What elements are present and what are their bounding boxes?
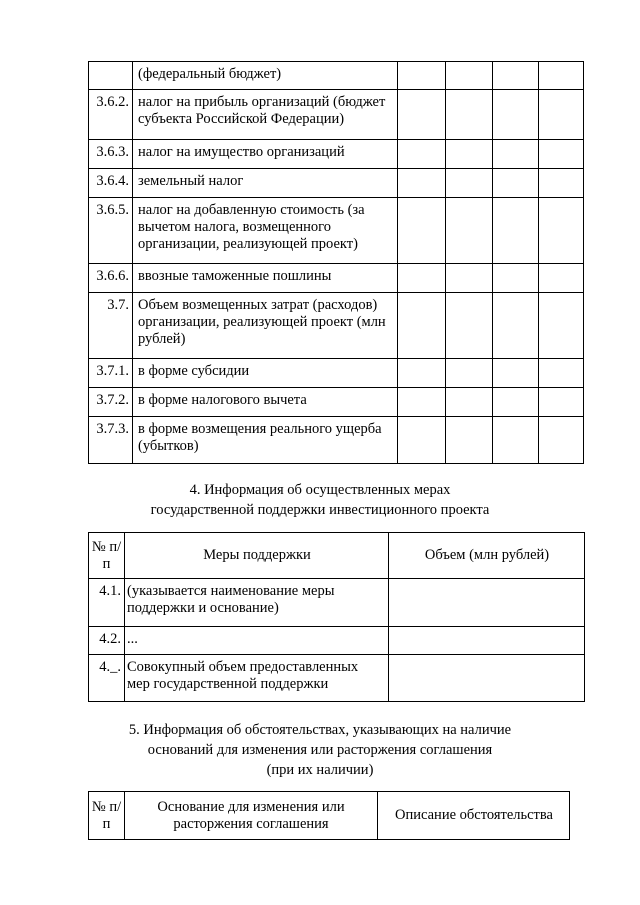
termination-grounds-table <box>88 791 570 840</box>
value-cell <box>389 655 585 702</box>
row-label: ... <box>125 627 389 655</box>
value-cell <box>446 90 493 140</box>
value-cell <box>493 359 539 388</box>
value-cell <box>493 264 539 293</box>
investment-indicators-table <box>88 61 584 464</box>
value-cell <box>398 62 446 90</box>
table-row <box>89 169 584 198</box>
value-cell <box>398 90 446 140</box>
row-label: земельный налог <box>133 169 398 198</box>
value-cell <box>398 140 446 169</box>
table-row <box>89 62 584 90</box>
row-number: 4._. <box>89 655 125 702</box>
section-5-title-line-3: (при их наличии) <box>266 762 374 778</box>
row-label: в форме субсидии <box>133 359 398 388</box>
row-label: в форме возмещения реального ущерба (убытков) <box>133 417 398 464</box>
table-row <box>89 388 584 417</box>
row-label: (указывается наименование меры поддержки и основание) <box>125 579 389 627</box>
value-cell <box>398 359 446 388</box>
table-row <box>89 655 585 702</box>
section-4-title <box>0 480 640 520</box>
value-cell <box>539 293 584 359</box>
row-label: (федеральный бюджет) <box>133 62 398 90</box>
value-cell <box>539 198 584 264</box>
value-cell <box>493 417 539 464</box>
value-cell <box>398 293 446 359</box>
value-cell <box>539 417 584 464</box>
row-label: в форме налогового вычета <box>133 388 398 417</box>
table-row <box>89 264 584 293</box>
value-cell <box>446 293 493 359</box>
section-5-title-line-2: оснований для изменения или расторжения соглашения <box>147 742 493 758</box>
value-cell <box>539 388 584 417</box>
value-cell <box>446 388 493 417</box>
row-number <box>89 62 133 90</box>
value-cell <box>446 198 493 264</box>
section-4-title-line-1: 4. Информация об осуществленных мерах <box>189 482 451 498</box>
column-header-description: Описание обстоятельства <box>378 792 570 840</box>
column-header-number: № п/п <box>89 792 125 840</box>
value-cell <box>446 169 493 198</box>
value-cell <box>539 264 584 293</box>
value-cell <box>539 359 584 388</box>
row-number: 3.7.2. <box>89 388 133 417</box>
table-header-row <box>89 533 585 579</box>
row-label: ввозные таможенные пошлины <box>133 264 398 293</box>
section-5-title <box>0 720 640 780</box>
value-cell <box>539 169 584 198</box>
row-number: 4.2. <box>89 627 125 655</box>
row-number: 3.6.2. <box>89 90 133 140</box>
row-label: налог на добавленную стоимость (за вычетом налога, возмещенного организации, реализующей проект) <box>133 198 398 264</box>
row-number: 3.7.3. <box>89 417 133 464</box>
row-label: налог на имущество организаций <box>133 140 398 169</box>
table-row <box>89 198 584 264</box>
column-header-measures: Меры поддержки <box>125 533 389 579</box>
column-header-number: № п/п <box>89 533 125 579</box>
row-number: 3.6.5. <box>89 198 133 264</box>
value-cell <box>398 169 446 198</box>
value-cell <box>493 140 539 169</box>
table-row <box>89 359 584 388</box>
value-cell <box>389 627 585 655</box>
row-number: 3.7. <box>89 293 133 359</box>
value-cell <box>493 388 539 417</box>
row-number: 4.1. <box>89 579 125 627</box>
value-cell <box>539 140 584 169</box>
value-cell <box>493 198 539 264</box>
row-number: 3.6.6. <box>89 264 133 293</box>
table-row <box>89 140 584 169</box>
row-number: 3.7.1. <box>89 359 133 388</box>
table-row <box>89 90 584 140</box>
value-cell <box>493 169 539 198</box>
value-cell <box>493 293 539 359</box>
value-cell <box>398 198 446 264</box>
value-cell <box>493 62 539 90</box>
section-5-title-line-1: 5. Информация об обстоятельствах, указывающих на наличие <box>128 722 512 738</box>
value-cell <box>539 90 584 140</box>
value-cell <box>493 90 539 140</box>
column-header-basis: Основание для изменения или расторжения соглашения <box>125 792 378 840</box>
table-row <box>89 417 584 464</box>
value-cell <box>446 359 493 388</box>
support-measures-table <box>88 532 585 702</box>
value-cell <box>398 417 446 464</box>
row-label: налог на прибыль организаций (бюджет субъекта Российской Федерации) <box>133 90 398 140</box>
value-cell <box>398 388 446 417</box>
table-row <box>89 293 584 359</box>
value-cell <box>389 579 585 627</box>
table-row <box>89 627 585 655</box>
table-header-row <box>89 792 570 840</box>
row-label: Объем возмещенных затрат (расходов) организации, реализующей проект (млн рублей) <box>133 293 398 359</box>
value-cell <box>446 417 493 464</box>
value-cell <box>539 62 584 90</box>
row-number: 3.6.4. <box>89 169 133 198</box>
row-label: Совокупный объем предоставленных мер государственной поддержки <box>125 655 389 702</box>
row-number: 3.6.3. <box>89 140 133 169</box>
value-cell <box>446 264 493 293</box>
value-cell <box>446 140 493 169</box>
value-cell <box>398 264 446 293</box>
column-header-volume: Объем (млн рублей) <box>389 533 585 579</box>
value-cell <box>446 62 493 90</box>
table-row <box>89 579 585 627</box>
section-4-title-line-2: государственной поддержки инвестиционного проекта <box>150 502 490 518</box>
